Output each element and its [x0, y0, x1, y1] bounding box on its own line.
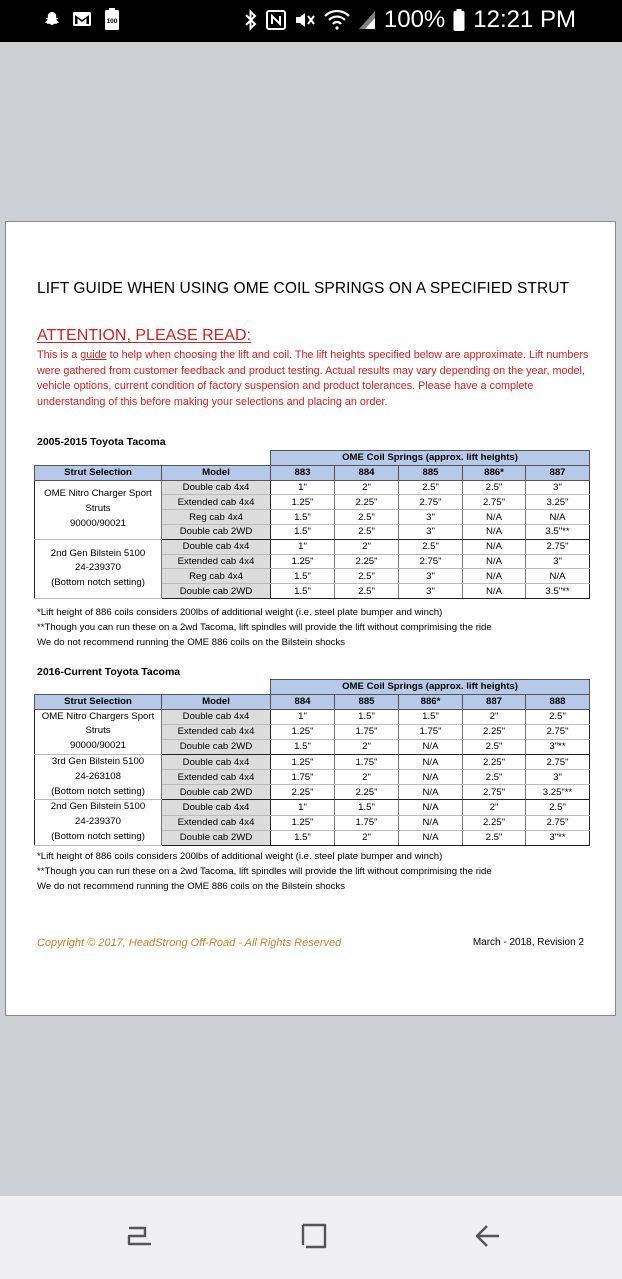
lift-cell: N/A: [526, 510, 590, 525]
strut-cell: [35, 480, 162, 539]
lift-cell: N/A: [399, 815, 463, 830]
recent-apps-button[interactable]: [123, 1221, 157, 1255]
lift-cell: 2.25": [335, 554, 399, 569]
strut-cell: [35, 539, 162, 598]
table-row: [35, 480, 590, 495]
lift-cell: 2.5": [463, 480, 526, 495]
lift-cell: 3.5"**: [526, 584, 590, 599]
lift-cell: 1.75": [335, 815, 399, 830]
lift-cell: 2": [335, 539, 399, 554]
back-button[interactable]: [471, 1221, 505, 1255]
lift-cell: 1": [271, 800, 335, 815]
strut-line: 90000/90021: [69, 518, 127, 530]
battery-icon: [453, 9, 465, 31]
lift-cell: 1.25": [271, 815, 335, 830]
lift-table-2005-2015: [34, 450, 590, 599]
strut-line: Struts: [85, 725, 111, 737]
strut-line: (Bottom notch setting): [51, 785, 145, 797]
attention-notice: [37, 348, 592, 410]
model-cell: Double cab 4x4: [162, 800, 271, 815]
notification-icons: [42, 9, 122, 29]
status-bar: [0, 0, 622, 42]
lift-cell: 2.5": [463, 770, 526, 785]
lift-cell: 1": [271, 539, 335, 554]
lift-cell: 3": [399, 510, 463, 525]
strut-line: 24-263108: [75, 770, 121, 782]
model-cell: Extended cab 4x4: [162, 724, 271, 739]
footnote: *Lift height of 886 coils considers 200lbs of additional weight (i.e. steel plate bumper and winch): [37, 851, 443, 862]
strut-line: OME Nitro Charger Sport: [44, 488, 152, 500]
strut-line: 2nd Gen Bilstein 5100: [50, 547, 146, 559]
model-cell: Double cab 4x4: [162, 754, 271, 769]
lift-cell: 3": [399, 584, 463, 599]
home-button[interactable]: [297, 1221, 331, 1255]
footnote: **Though you can run these on a 2wd Tacoma, lift spindles will provide the lift without comprimising the ride: [37, 866, 492, 877]
document-page[interactable]: [5, 221, 616, 1016]
lift-cell: 2.75": [463, 785, 526, 800]
lift-cell: 1.75": [399, 724, 463, 739]
lift-cell: 3"**: [526, 739, 590, 754]
lift-cell: 2": [463, 800, 526, 815]
document-title: LIFT GUIDE WHEN USING OME COIL SPRINGS ON A SPECIFIED STRUT: [37, 280, 570, 297]
footnote: We do not recommend running the OME 886 coils on the Bilstein shocks: [37, 881, 346, 892]
table-row: [35, 800, 590, 815]
strut-cell: [35, 754, 162, 799]
lift-cell: 2.25": [463, 754, 526, 769]
strut-line: 2nd Gen Bilstein 5100: [50, 801, 146, 813]
lift-cell: 1.5": [271, 524, 335, 539]
col-header-coil: 887: [526, 465, 590, 480]
lift-cell: N/A: [463, 584, 526, 599]
lift-cell: 2.5": [335, 569, 399, 584]
lift-cell: 3"**: [526, 830, 590, 845]
strut-line: OME Nitro Chargers Sport: [41, 710, 155, 722]
model-cell: Double cab 2WD: [162, 785, 271, 800]
section-title-2016-current: 2016-Current Toyota Tacoma: [37, 666, 181, 678]
lift-cell: N/A: [399, 785, 463, 800]
lift-cell: 1.75": [335, 724, 399, 739]
lift-cell: 2.75": [463, 495, 526, 510]
lift-cell: 2": [463, 709, 526, 724]
lift-cell: 1.5": [335, 709, 399, 724]
lift-cell: 1.5": [271, 739, 335, 754]
ome-coil-springs-header: OME Coil Springs (approx. lift heights): [271, 680, 590, 695]
lift-cell: 3": [399, 524, 463, 539]
model-cell: Extended cab 4x4: [162, 554, 271, 569]
lift-cell: 3.25": [526, 495, 590, 510]
lift-cell: N/A: [399, 770, 463, 785]
lift-cell: 1.5": [399, 709, 463, 724]
table-super-header-row: [35, 680, 590, 695]
nfc-icon: [266, 10, 286, 30]
lift-cell: 1": [271, 709, 335, 724]
model-cell: Double cab 2WD: [162, 830, 271, 845]
lift-cell: 2.5": [399, 539, 463, 554]
attention-heading: ATTENTION, PLEASE READ:: [37, 327, 251, 344]
model-cell: Reg cab 4x4: [162, 569, 271, 584]
lift-cell: 1.5": [271, 510, 335, 525]
notice-text-rest: to help when choosing the lift and coil. The lift heights specified below are approximate. Lift numbers were gathered from customer feedback and product testing. Actual results may vary depending on the year, model, vehicle options, current condition of factory suspension and product tolerances. Please have a complete understanding of this before making your selections and placing an order.: [37, 349, 589, 408]
lift-cell: 1": [271, 480, 335, 495]
lift-cell: 2": [335, 739, 399, 754]
lift-table-2016-current: [34, 679, 590, 846]
lift-cell: 2.25": [271, 785, 335, 800]
ome-coil-springs-header: OME Coil Springs (approx. lift heights): [271, 451, 590, 466]
lift-cell: 3": [526, 480, 590, 495]
col-header-coil: 883: [271, 465, 335, 480]
gmail-icon: [72, 9, 92, 29]
lift-cell: 2.5": [463, 739, 526, 754]
lift-cell: 2.5": [335, 584, 399, 599]
lift-cell: N/A: [463, 524, 526, 539]
lift-cell: 2.5": [335, 524, 399, 539]
lift-cell: 2.5": [399, 480, 463, 495]
lift-cell: N/A: [463, 539, 526, 554]
lift-cell: 2.5": [335, 510, 399, 525]
col-header-model: Model: [162, 694, 271, 709]
clock: 12:21 PM: [473, 6, 576, 33]
lift-cell: 2.5": [526, 709, 590, 724]
strut-cell: [35, 800, 162, 845]
lift-cell: 2": [335, 480, 399, 495]
signal-icon: [358, 10, 376, 30]
col-header-strut: Strut Selection: [35, 694, 162, 709]
lift-cell: 2.75": [399, 554, 463, 569]
model-cell: Double cab 4x4: [162, 539, 271, 554]
lift-cell: 1.25": [271, 754, 335, 769]
battery-badge-text: 100: [106, 18, 118, 25]
lift-cell: 2.75": [526, 724, 590, 739]
bluetooth-icon: [244, 9, 258, 31]
battery-percent: 100%: [383, 6, 446, 33]
lift-cell: 3.25"**: [526, 785, 590, 800]
lift-cell: N/A: [399, 754, 463, 769]
strut-line: 24-239370: [75, 816, 121, 828]
wifi-icon: [324, 10, 350, 30]
footnote: We do not recommend running the OME 886 coils on the Bilstein shocks: [37, 637, 346, 648]
strut-line: 24-239370: [75, 562, 121, 574]
snapchat-icon: [42, 9, 62, 29]
table-row: [35, 539, 590, 554]
lift-cell: 1.5": [271, 830, 335, 845]
footnotes-2016-current: [37, 849, 492, 894]
col-header-coil: 887: [463, 694, 526, 709]
strut-line: 90000/90021: [69, 740, 127, 752]
lift-cell: 3": [399, 569, 463, 584]
lift-cell: 3": [526, 554, 590, 569]
lift-cell: 2.75": [526, 539, 590, 554]
strut-line: Struts: [85, 503, 111, 515]
mute-icon: [294, 10, 316, 30]
lift-cell: N/A: [399, 800, 463, 815]
footnotes-2005-2015: [37, 605, 492, 650]
strut-line: (Bottom notch setting): [51, 830, 145, 842]
lift-cell: N/A: [526, 569, 590, 584]
lift-cell: N/A: [463, 510, 526, 525]
lift-cell: 2": [335, 770, 399, 785]
lift-cell: 2.75": [399, 495, 463, 510]
table-header-row: [35, 694, 590, 709]
col-header-coil: 888: [526, 694, 590, 709]
lift-cell: 2.25": [335, 785, 399, 800]
system-icons: [244, 6, 576, 34]
lift-cell: 1.5": [335, 800, 399, 815]
lift-cell: 1.25": [271, 554, 335, 569]
revision-label: March - 2018, Revision 2: [472, 937, 584, 948]
table-row: [35, 709, 590, 724]
strut-cell: [35, 709, 162, 754]
lift-cell: 2.25": [463, 724, 526, 739]
lift-cell: 1.5": [271, 584, 335, 599]
lift-cell: 3": [526, 770, 590, 785]
model-cell: Double cab 2WD: [162, 524, 271, 539]
lift-cell: 2.75": [526, 815, 590, 830]
copyright-notice: Copyright © 2017, HeadStrong Off-Road - All Rights Reserved: [37, 937, 342, 949]
strut-line: (Bottom notch setting): [51, 577, 145, 589]
lift-cell: N/A: [399, 830, 463, 845]
notice-text-start: This is a: [37, 349, 81, 361]
model-cell: Reg cab 4x4: [162, 510, 271, 525]
footnote: *Lift height of 886 coils considers 200lbs of additional weight (i.e. steel plate bumper and winch): [37, 607, 443, 618]
lift-cell: 1.75": [271, 770, 335, 785]
col-header-coil: 884: [335, 465, 399, 480]
model-cell: Extended cab 4x4: [162, 815, 271, 830]
lift-cell: 1.5": [271, 569, 335, 584]
lift-cell: N/A: [399, 739, 463, 754]
lift-cell: N/A: [463, 554, 526, 569]
table-super-header-row: [35, 451, 590, 466]
model-cell: Double cab 4x4: [162, 480, 271, 495]
navigation-bar: [0, 1196, 622, 1279]
col-header-coil: 886*: [399, 694, 463, 709]
table-header-row: [35, 465, 590, 480]
lift-cell: 2.5": [463, 830, 526, 845]
model-cell: Double cab 2WD: [162, 584, 271, 599]
col-header-coil: 886*: [463, 465, 526, 480]
lift-cell: 1.25": [271, 495, 335, 510]
guide-link: guide: [80, 349, 107, 361]
table-row: [35, 754, 590, 769]
col-header-coil: 884: [271, 694, 335, 709]
col-header-strut: Strut Selection: [35, 465, 162, 480]
strut-line: 3rd Gen Bilstein 5100: [51, 755, 145, 767]
lift-cell: 2.25": [463, 815, 526, 830]
model-cell: Double cab 2WD: [162, 739, 271, 754]
col-header-coil: 885: [335, 694, 399, 709]
footnote: **Though you can run these on a 2wd Tacoma, lift spindles will provide the lift without comprimising the ride: [37, 622, 492, 633]
lift-cell: 2.75": [526, 754, 590, 769]
lift-cell: 2": [335, 830, 399, 845]
model-cell: Extended cab 4x4: [162, 495, 271, 510]
col-header-coil: 885: [399, 465, 463, 480]
col-header-model: Model: [162, 465, 271, 480]
lift-cell: 2.25": [335, 495, 399, 510]
model-cell: Extended cab 4x4: [162, 770, 271, 785]
section-title-2005-2015: 2005-2015 Toyota Tacoma: [37, 436, 166, 448]
battery-saver-icon: [102, 9, 122, 29]
lift-cell: 1.75": [335, 754, 399, 769]
lift-cell: 1.25": [271, 724, 335, 739]
lift-cell: 3.5"**: [526, 524, 590, 539]
lift-cell: N/A: [463, 569, 526, 584]
model-cell: Double cab 4x4: [162, 709, 271, 724]
recent-apps-icon: [125, 1220, 155, 1257]
back-icon: [473, 1220, 503, 1257]
home-icon: [299, 1220, 329, 1257]
lift-cell: 2.5": [526, 800, 590, 815]
